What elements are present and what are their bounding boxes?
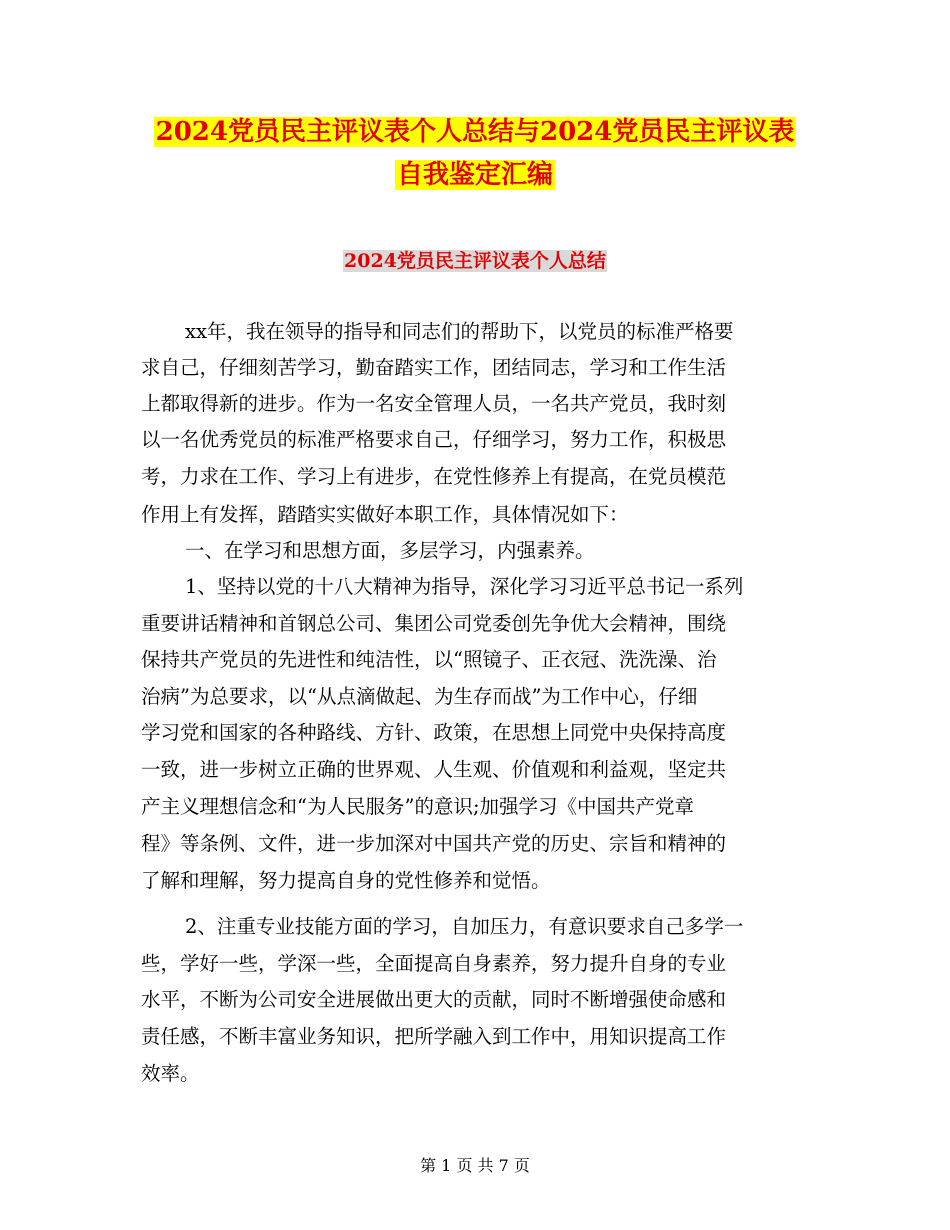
document-title-text-1: 2024党员民主评议表个人总结与2024党员民主评议表 — [155, 117, 795, 147]
body-line: 了解和理解，努力提高自身的党性修养和觉悟。 — [141, 869, 551, 892]
body-line: 责任感，不断丰富业务知识，把所学融入到工作中，用知识提高工作 — [141, 1025, 727, 1048]
body-line: 考，力求在工作、学习上有进步，在党性修养上有提高，在党员模范 — [141, 465, 727, 488]
body-line: 程》等条例、文件，进一步加深对中国共产党的历史、宗旨和精神的 — [141, 832, 727, 855]
body-line: 以一名优秀党员的标准严格要求自己，仔细学习，努力工作，积极思 — [141, 428, 727, 451]
body-line: 上都取得新的进步。作为一名安全管理人员，一名共产党员，我时刻 — [141, 392, 727, 415]
body-line: 保持共产党员的先进性和纯洁性，以“照镜子、正衣冠、洗洗澡、治 — [141, 648, 717, 671]
section-heading-text: 2024党员民主评议表个人总结 — [344, 250, 606, 272]
body-line: 1、坚持以党的十八大精神为指导，深化学习习近平总书记一系列 — [185, 575, 744, 598]
body-line: xx年，我在领导的指导和同志们的帮助下，以党员的标准严格要 — [185, 320, 734, 343]
body-line: 一致，进一步树立正确的世界观、人生观、价值观和利益观，坚定共 — [141, 758, 727, 781]
section-heading — [0, 245, 950, 277]
document-title-text-2: 自我鉴定汇编 — [396, 160, 553, 190]
document-title-line-2 — [0, 155, 950, 195]
body-line: 2、注重专业技能方面的学习，自加压力，有意识要求自己多学一 — [185, 915, 744, 938]
body-line: 治病”为总要求，以“从点滴做起、为生存而战”为工作中心，仔细 — [141, 685, 698, 708]
body-line: 求自己，仔细刻苦学习，勤奋踏实工作，团结同志，学习和工作生活 — [141, 356, 727, 379]
body-line: 效率。 — [141, 1062, 200, 1085]
body-line: 些，学好一些，学深一些，全面提高自身素养，努力提升自身的专业 — [141, 952, 727, 975]
page-number-footer: 第 1 页 共 7 页 — [420, 1156, 530, 1175]
body-line: 产主义理想信念和“为人民服务”的意识;加强学习《中国共产党章 — [141, 795, 695, 818]
body-line: 学习党和国家的各种路线、方针、政策，在思想上同党中央保持高度 — [141, 721, 727, 744]
body-line: 水平，不断为公司安全进展做出更大的贡献，同时不断增强使命感和 — [141, 988, 727, 1011]
document-title-line-1 — [0, 112, 950, 152]
body-line: 作用上有发挥，踏踏实实做好本职工作，具体情况如下： — [141, 503, 629, 526]
body-line: 一、在学习和思想方面，多层学习，内强素养。 — [185, 539, 595, 562]
body-line: 重要讲话精神和首钢总公司、集团公司党委创先争优大会精神，围绕 — [141, 612, 727, 635]
